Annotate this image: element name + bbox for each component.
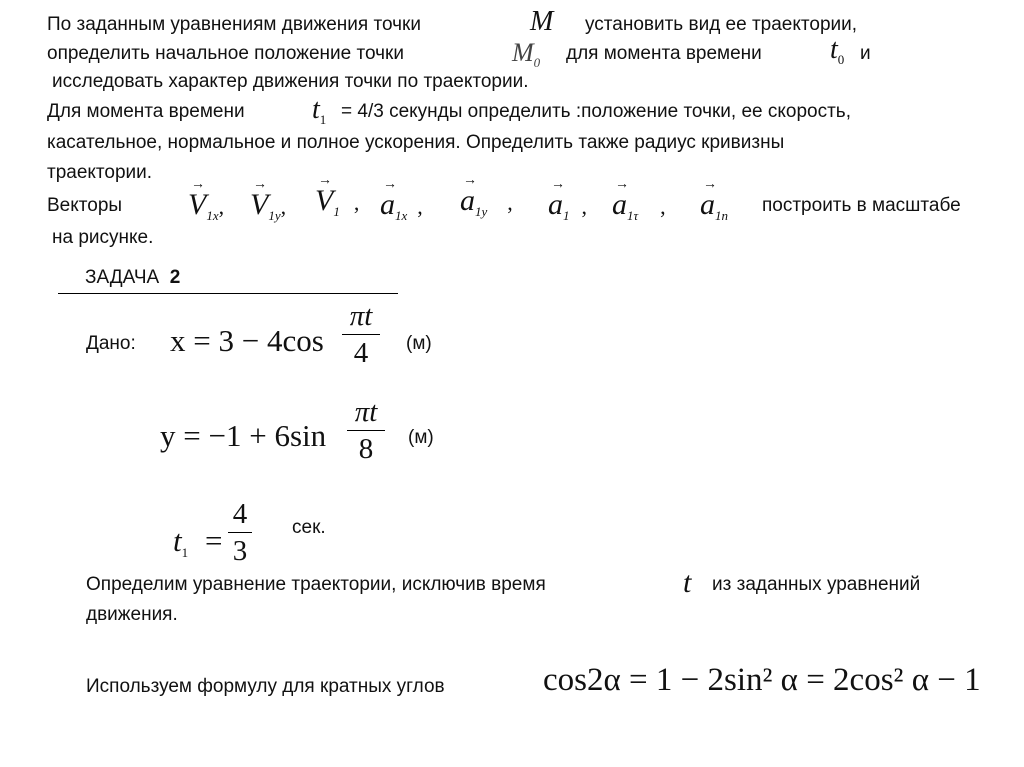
intro-line-7a: Векторы bbox=[47, 195, 123, 216]
symbol-m0-letter: M bbox=[512, 38, 534, 67]
intro-line-4a: Для момента времени bbox=[47, 101, 245, 122]
intro-line-5: касательное, нормальное и полное ускорения. Определить также радиус кривизны bbox=[47, 132, 785, 153]
body-line-3: Используем формулу для кратных углов bbox=[86, 676, 445, 697]
vector-arrow-icon: → bbox=[615, 177, 629, 192]
vector-sep: , bbox=[581, 194, 587, 219]
multiple-angle-formula: cos2α = 1 − 2sin² α = 2cos² α − 1 bbox=[543, 662, 981, 698]
eq-x-unit: (м) bbox=[406, 333, 432, 354]
intro-line-2a: определить начальное положение точки bbox=[47, 43, 404, 64]
intro-line-1b: установить вид ее траектории, bbox=[585, 14, 858, 35]
symbol-t1 bbox=[312, 94, 327, 127]
vector-sub: 1x bbox=[206, 208, 219, 223]
vector-sep: , bbox=[280, 194, 287, 219]
eq-t-equals: = bbox=[205, 523, 223, 558]
symbol-t1-sub: 1 bbox=[319, 112, 327, 127]
vector-arrow-icon: → bbox=[383, 177, 397, 192]
eq-t-numerator: 4 bbox=[232, 498, 248, 530]
vector-sub: 1τ bbox=[627, 208, 639, 223]
symbol-t0 bbox=[830, 34, 845, 67]
vector-arrow-icon: → bbox=[703, 177, 717, 192]
task-divider bbox=[58, 293, 398, 294]
vector-sep: , bbox=[218, 194, 225, 219]
intro-line-2b: для момента времени bbox=[566, 43, 762, 64]
vector-sub: 1 bbox=[333, 204, 340, 219]
vector-v1 bbox=[315, 173, 360, 219]
vector-letter: V bbox=[188, 188, 207, 221]
vector-a1n bbox=[700, 177, 728, 223]
vector-arrow-icon: → bbox=[191, 177, 205, 192]
vector-arrow-icon: → bbox=[253, 177, 267, 192]
eq-y-fraction bbox=[347, 398, 385, 464]
eq-y-unit: (м) bbox=[408, 427, 434, 448]
vector-letter: a bbox=[460, 184, 475, 217]
eq-x-fraction bbox=[342, 302, 380, 368]
body-symbol-t: t bbox=[683, 566, 692, 599]
symbol-m0 bbox=[512, 38, 541, 70]
eq-t-denominator: 3 bbox=[232, 535, 248, 567]
vector-arrow-icon: → bbox=[551, 177, 565, 192]
eq-y-fraction-bar bbox=[347, 430, 385, 431]
vector-letter: V bbox=[315, 184, 334, 217]
vector-arrow-icon: → bbox=[463, 173, 477, 188]
vector-a1x bbox=[380, 177, 423, 223]
task-number: 2 bbox=[169, 267, 181, 288]
vector-a1tau bbox=[612, 177, 666, 223]
intro-line-6: траектории. bbox=[47, 162, 153, 183]
eq-t-sub: 1 bbox=[181, 545, 189, 560]
vector-arrow-icon: → bbox=[318, 173, 332, 188]
symbol-t1-letter: t bbox=[312, 94, 320, 125]
vector-letter: a bbox=[612, 188, 627, 221]
symbol-m: M bbox=[530, 6, 554, 37]
symbol-m0-sub: 0 bbox=[533, 55, 541, 70]
symbol-t0-sub: 0 bbox=[837, 52, 845, 67]
eq-x-lhs: x = 3 − 4cos bbox=[170, 323, 324, 358]
vector-a1 bbox=[548, 177, 587, 223]
eq-y-lhs: y = −1 + 6sin bbox=[160, 418, 327, 453]
vector-a1y bbox=[460, 173, 513, 219]
vector-letter: a bbox=[700, 188, 715, 221]
vector-sub: 1n bbox=[715, 208, 728, 223]
body-line-1a: Определим уравнение траектории, исключив время bbox=[86, 574, 546, 595]
eq-t-unit: сек. bbox=[292, 517, 326, 538]
vector-sub: 1 bbox=[563, 208, 570, 223]
intro-line-3: исследовать характер движения точки по траектории. bbox=[52, 71, 529, 92]
body-line-2: движения. bbox=[86, 604, 178, 625]
vector-letter: a bbox=[548, 188, 563, 221]
eq-t-letter: t bbox=[173, 523, 182, 558]
intro-line-1a: По заданным уравнениям движения точки bbox=[47, 14, 421, 35]
symbol-t0-letter: t bbox=[830, 34, 838, 65]
task-label: ЗАДАЧА bbox=[85, 267, 160, 288]
eq-t-lhs bbox=[173, 523, 189, 560]
vector-v1y bbox=[250, 177, 287, 223]
vector-sep: , bbox=[660, 194, 666, 219]
eq-t-fraction bbox=[228, 500, 252, 566]
eq-t-fraction-bar bbox=[228, 532, 252, 533]
task-heading bbox=[85, 268, 180, 287]
vector-sep: , bbox=[507, 190, 513, 215]
eq-x-denominator: 4 bbox=[353, 337, 369, 369]
vector-sep: , bbox=[353, 190, 360, 215]
intro-line-8: на рисунке. bbox=[52, 227, 154, 248]
vector-v1x bbox=[188, 177, 225, 223]
vector-sub: 1y bbox=[268, 208, 281, 223]
intro-line-2c: и bbox=[860, 43, 871, 64]
intro-line-4b: = 4/3 секунды определить :положение точки, ее скорость, bbox=[341, 101, 851, 122]
vector-sub: 1y bbox=[475, 204, 488, 219]
vector-letter: V bbox=[250, 188, 269, 221]
body-line-1b: из заданных уравнений bbox=[712, 574, 921, 595]
given-label: Дано: bbox=[86, 333, 136, 354]
intro-line-7b: построить в масштабе bbox=[762, 195, 961, 216]
eq-y-denominator: 8 bbox=[358, 433, 374, 465]
vector-letter: a bbox=[380, 188, 395, 221]
vector-sep: , bbox=[417, 194, 423, 219]
eq-y-numerator: πt bbox=[354, 396, 378, 428]
eq-x-fraction-bar bbox=[342, 334, 380, 335]
vector-sub: 1x bbox=[395, 208, 408, 223]
eq-x-numerator: πt bbox=[349, 300, 373, 332]
